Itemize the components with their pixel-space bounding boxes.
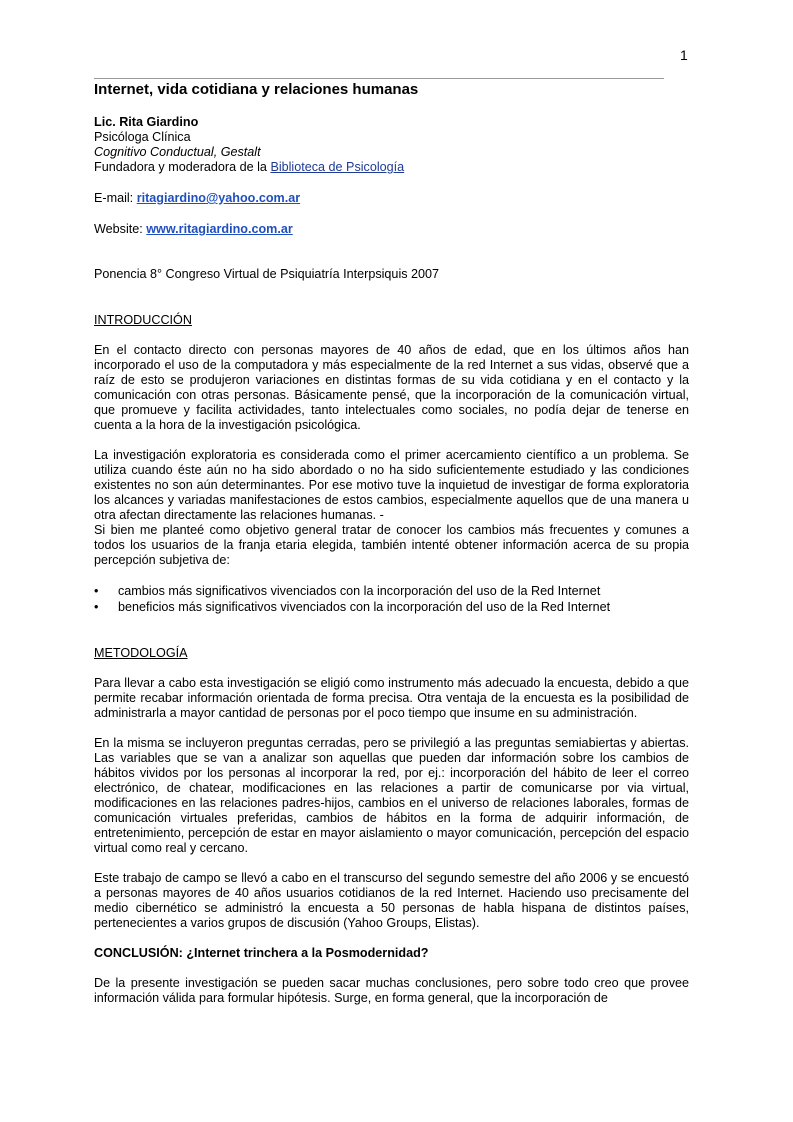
author-orientation: Cognitivo Conductual, Gestalt: [94, 145, 261, 159]
intro-paragraph-2: La investigación exploratoria es considerada como el primer acercamiento científico a un problema. Se utiliza cuando éste aún no ha sido abordado o no ha sido suficientemente estudiado y las condiciones existentes no son aún determinantes. Por ese motivo tuve la inquietud de investigar de forma exploratoria los alcances y variadas manifestaciones de estos cambios, especialmente aquellos que de una manera u otra afectan directamente las relaciones humanas. -: [94, 448, 689, 522]
author-name: Lic. Rita Giardino: [94, 115, 199, 129]
intro-paragraph-3: Si bien me planteé como objetivo general tratar de conocer los cambios más frecuentes y comunes a todos los usuarios de la franja etaria elegida, también intenté obtener información acerca de su propia percepción subjetiva de:: [94, 523, 689, 567]
list-item: • beneficios más significativos vivenciados con la incorporación del uso de la Red Internet: [94, 600, 611, 614]
conclusion-paragraph-1: De la presente investigación se pueden sacar muchas conclusiones, pero sobre todo creo que provee información válida para formular hipótesis. Surge, en forma general, que la incorporación de: [94, 976, 689, 1005]
biblioteca-link[interactable]: Biblioteca de Psicología: [270, 160, 405, 174]
author-moderator: [94, 160, 689, 175]
bullet-glyph: •: [94, 600, 99, 614]
method-paragraph-2: En la misma se incluyeron preguntas cerradas, pero se privilegió a las preguntas semiabiertas y abiertas. Las variables que se van a analizar son aquellas que pueden dar información sobre los cambios de hábitos vividos por los personas al incorporar la red, por ej.: incorporación del hábito de leer el correo electrónico, de chatear, modificaciones en las relaciones a partir de comunicarse por via virtual, modificaciones en las relaciones padres-hijos, cambios en el universo de relaciones laborales, formas de comunicación virtuales preferidas, cambios de hábitos en la forma de adquirir información, de entretenimiento, percepción de estar en mayor aislamiento o mayor comunicación, percepción del espacio virtual como real y cercano.: [94, 736, 689, 855]
email-label: E-mail:: [94, 191, 137, 205]
author-role: Psicóloga Clínica: [94, 130, 191, 144]
ponencia-line: Ponencia 8° Congreso Virtual de Psiquiatría Interpsiquis 2007: [94, 267, 440, 281]
intro-heading: INTRODUCCIÓN: [94, 313, 192, 327]
page-number: 1: [680, 47, 688, 63]
moderator-prefix: Fundadora y moderadora de la: [94, 160, 271, 174]
email-line: [94, 191, 689, 206]
method-paragraph-1: Para llevar a cabo esta investigación se eligió como instrumento más adecuado la encuesta, debido a que permite recabar información orientada de forma precisa. Otra ventaja de la encuesta es la posibilidad de administrarla a mayor cantidad de personas por el poco tiempo que insume en su administración.: [94, 676, 689, 720]
document-title: Internet, vida cotidiana y relaciones humanas: [94, 81, 419, 98]
bullet-glyph: •: [94, 584, 99, 598]
method-heading: METODOLOGÍA: [94, 646, 188, 660]
website-link[interactable]: www.ritagiardino.com.ar: [146, 222, 293, 236]
document-body: [94, 81, 689, 1006]
conclusion-heading: CONCLUSIÓN: ¿Internet trinchera a la Posmodernidad?: [94, 946, 429, 960]
author-block: [94, 115, 689, 237]
website-label: Website:: [94, 222, 147, 236]
method-paragraph-3: Este trabajo de campo se llevó a cabo en el transcurso del segundo semestre del año 2006 y se encuestó a personas mayores de 40 años usuarios cotidianos de la red Internet. Haciendo uso precisamente del medio cibernético se administró la encuesta a 50 personas de habla hispana de distintos países, pertenecientes a varios grupos de discusión (Yahoo Groups, Elistas).: [94, 871, 689, 930]
header-rule: [94, 78, 664, 79]
list-item: • cambios más significativos vivenciados con la incorporación del uso de la Red Internet: [94, 584, 601, 598]
intro-paragraph-1: En el contacto directo con personas mayores de 40 años de edad, que en los últimos años han incorporado el uso de la computadora y más especialmente de la red Internet a sus vidas, observé que a raíz de esto se produjeron variaciones en distintas formas de su vida cotidiana y en el contacto y la comunicación con otras personas. Básicamente pensé, que la incorporación de la comunicación virtual, que promueve y facilita actividades, tanto intelectuales como sociales, no podía dejar de tenerse en cuenta a la hora de la investigación psicológica.: [94, 343, 689, 432]
email-link[interactable]: ritagiardino@yahoo.com.ar: [136, 191, 301, 205]
website-line: [94, 222, 689, 237]
perception-list: [94, 584, 689, 615]
